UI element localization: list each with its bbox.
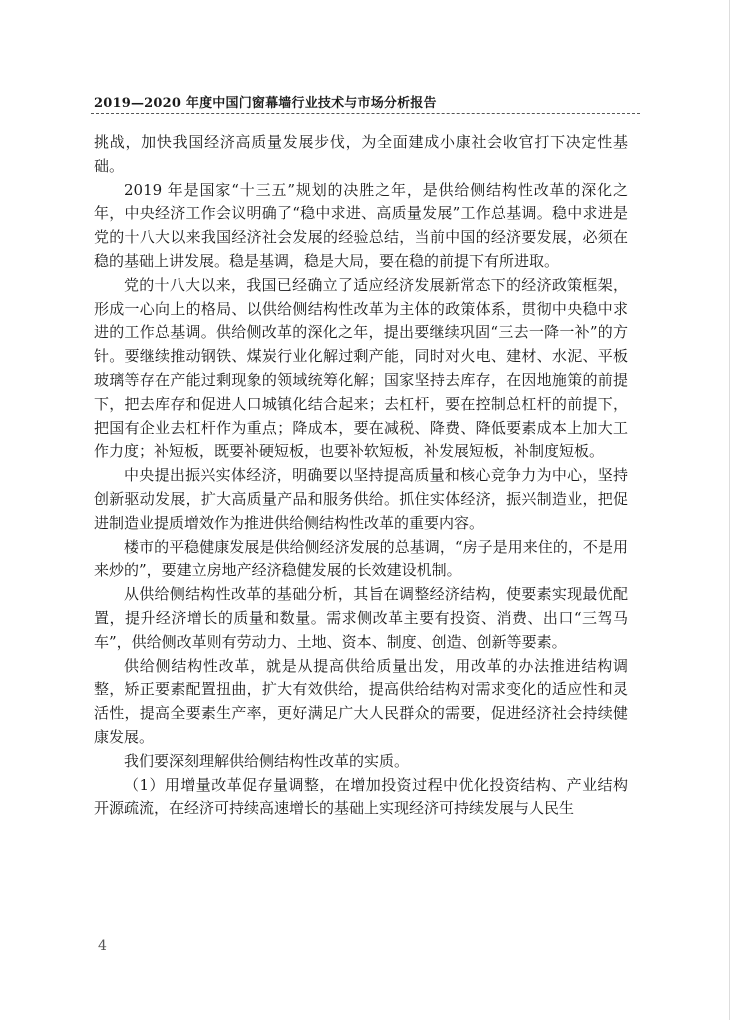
paragraph: 2019 年是国家“十三五”规划的决胜之年，是供给侧结构性改革的深化之年，中央经济工作会议明确了“稳中求进、高质量发展”工作总基调。稳中求进是党的十八大以来我国经济社会发展的经验总结，当前中国的经济要发展，必须在稳的基础上讲发展。稳是基调，稳是大局，要在稳的前提下有所进取。 [94, 180, 628, 270]
paragraph: 挑战，加快我国经济高质量发展步伐，为全面建成小康社会收官打下决定性基础。 [94, 133, 628, 175]
paragraph: 党的十八大以来，我国已经确立了适应经济发展新常态下的经济政策框架，形成一心向上的格局、以供给侧结构性改革为主体的政策体系，贯彻中央稳中求进的工作总基调。供给侧改革的深化之年，提出要继续巩固“三去一降一补”的方针。要继续推动钢铁、煤炭行业化解过剩产能，同时对火电、建材、水泥、平板玻璃等存在产能过剩现象的领域统筹化解；国家坚持去库存，在因地施策的前提下，把去库存和促进人口城镇化结合起来；去杠杆，要在控制总杠杆的前提下，把国有企业去杠杆作为重点；降成本，要在减税、降费、降低要素成本上加大工作力度；补短板，既要补硬短板，也要补软短板，补发展短板，补制度短板。 [94, 275, 628, 461]
paragraph: 供给侧结构性改革，就是从提高供给质量出发，用改革的办法推进结构调整，矫正要素配置扭曲，扩大有效供给，提高供给结构对需求变化的适应性和灵活性，提高全要素生产率，更好满足广大人民群众的需要，促进经济社会持续健康发展。 [94, 656, 628, 746]
paragraph: 楼市的平稳健康发展是供给侧经济发展的总基调，“房子是用来住的，不是用来炒的”，要建立房地产经济稳健发展的长效建设机制。 [94, 537, 628, 580]
paragraph: 我们要深刻理解供给侧结构性改革的实质。 [124, 751, 410, 770]
paragraph: （1）用增量改革促存量调整，在增加投资过程中优化投资结构、产业结构开源疏流，在经济可持续高速增长的基础上实现经济可持续发展与人民生 [94, 775, 628, 818]
page-number: 4 [98, 938, 107, 954]
paragraph: 中央提出振兴实体经济，明确要以坚持提高质量和核心竞争力为中心，坚持创新驱动发展，扩大高质量产品和服务供给。抓住实体经济，振兴制造业，把促进制造业提质增效作为推进供给侧结构性改革的重要内容。 [94, 466, 628, 532]
header-rule [91, 113, 640, 114]
running-header: 2019—2020 年度中国门窗幕墙行业技术与市场分析报告 [94, 96, 437, 111]
body-text [94, 131, 628, 821]
paragraph: 从供给侧结构性改革的基础分析，其旨在调整经济结构，使要素实现最优配置，提升经济增长的质量和数量。需求侧改革主要有投资、消费、出口“三驾马车”，供给侧改革则有劳动力、土地、资本、制度、创造、创新等要素。 [94, 585, 628, 651]
